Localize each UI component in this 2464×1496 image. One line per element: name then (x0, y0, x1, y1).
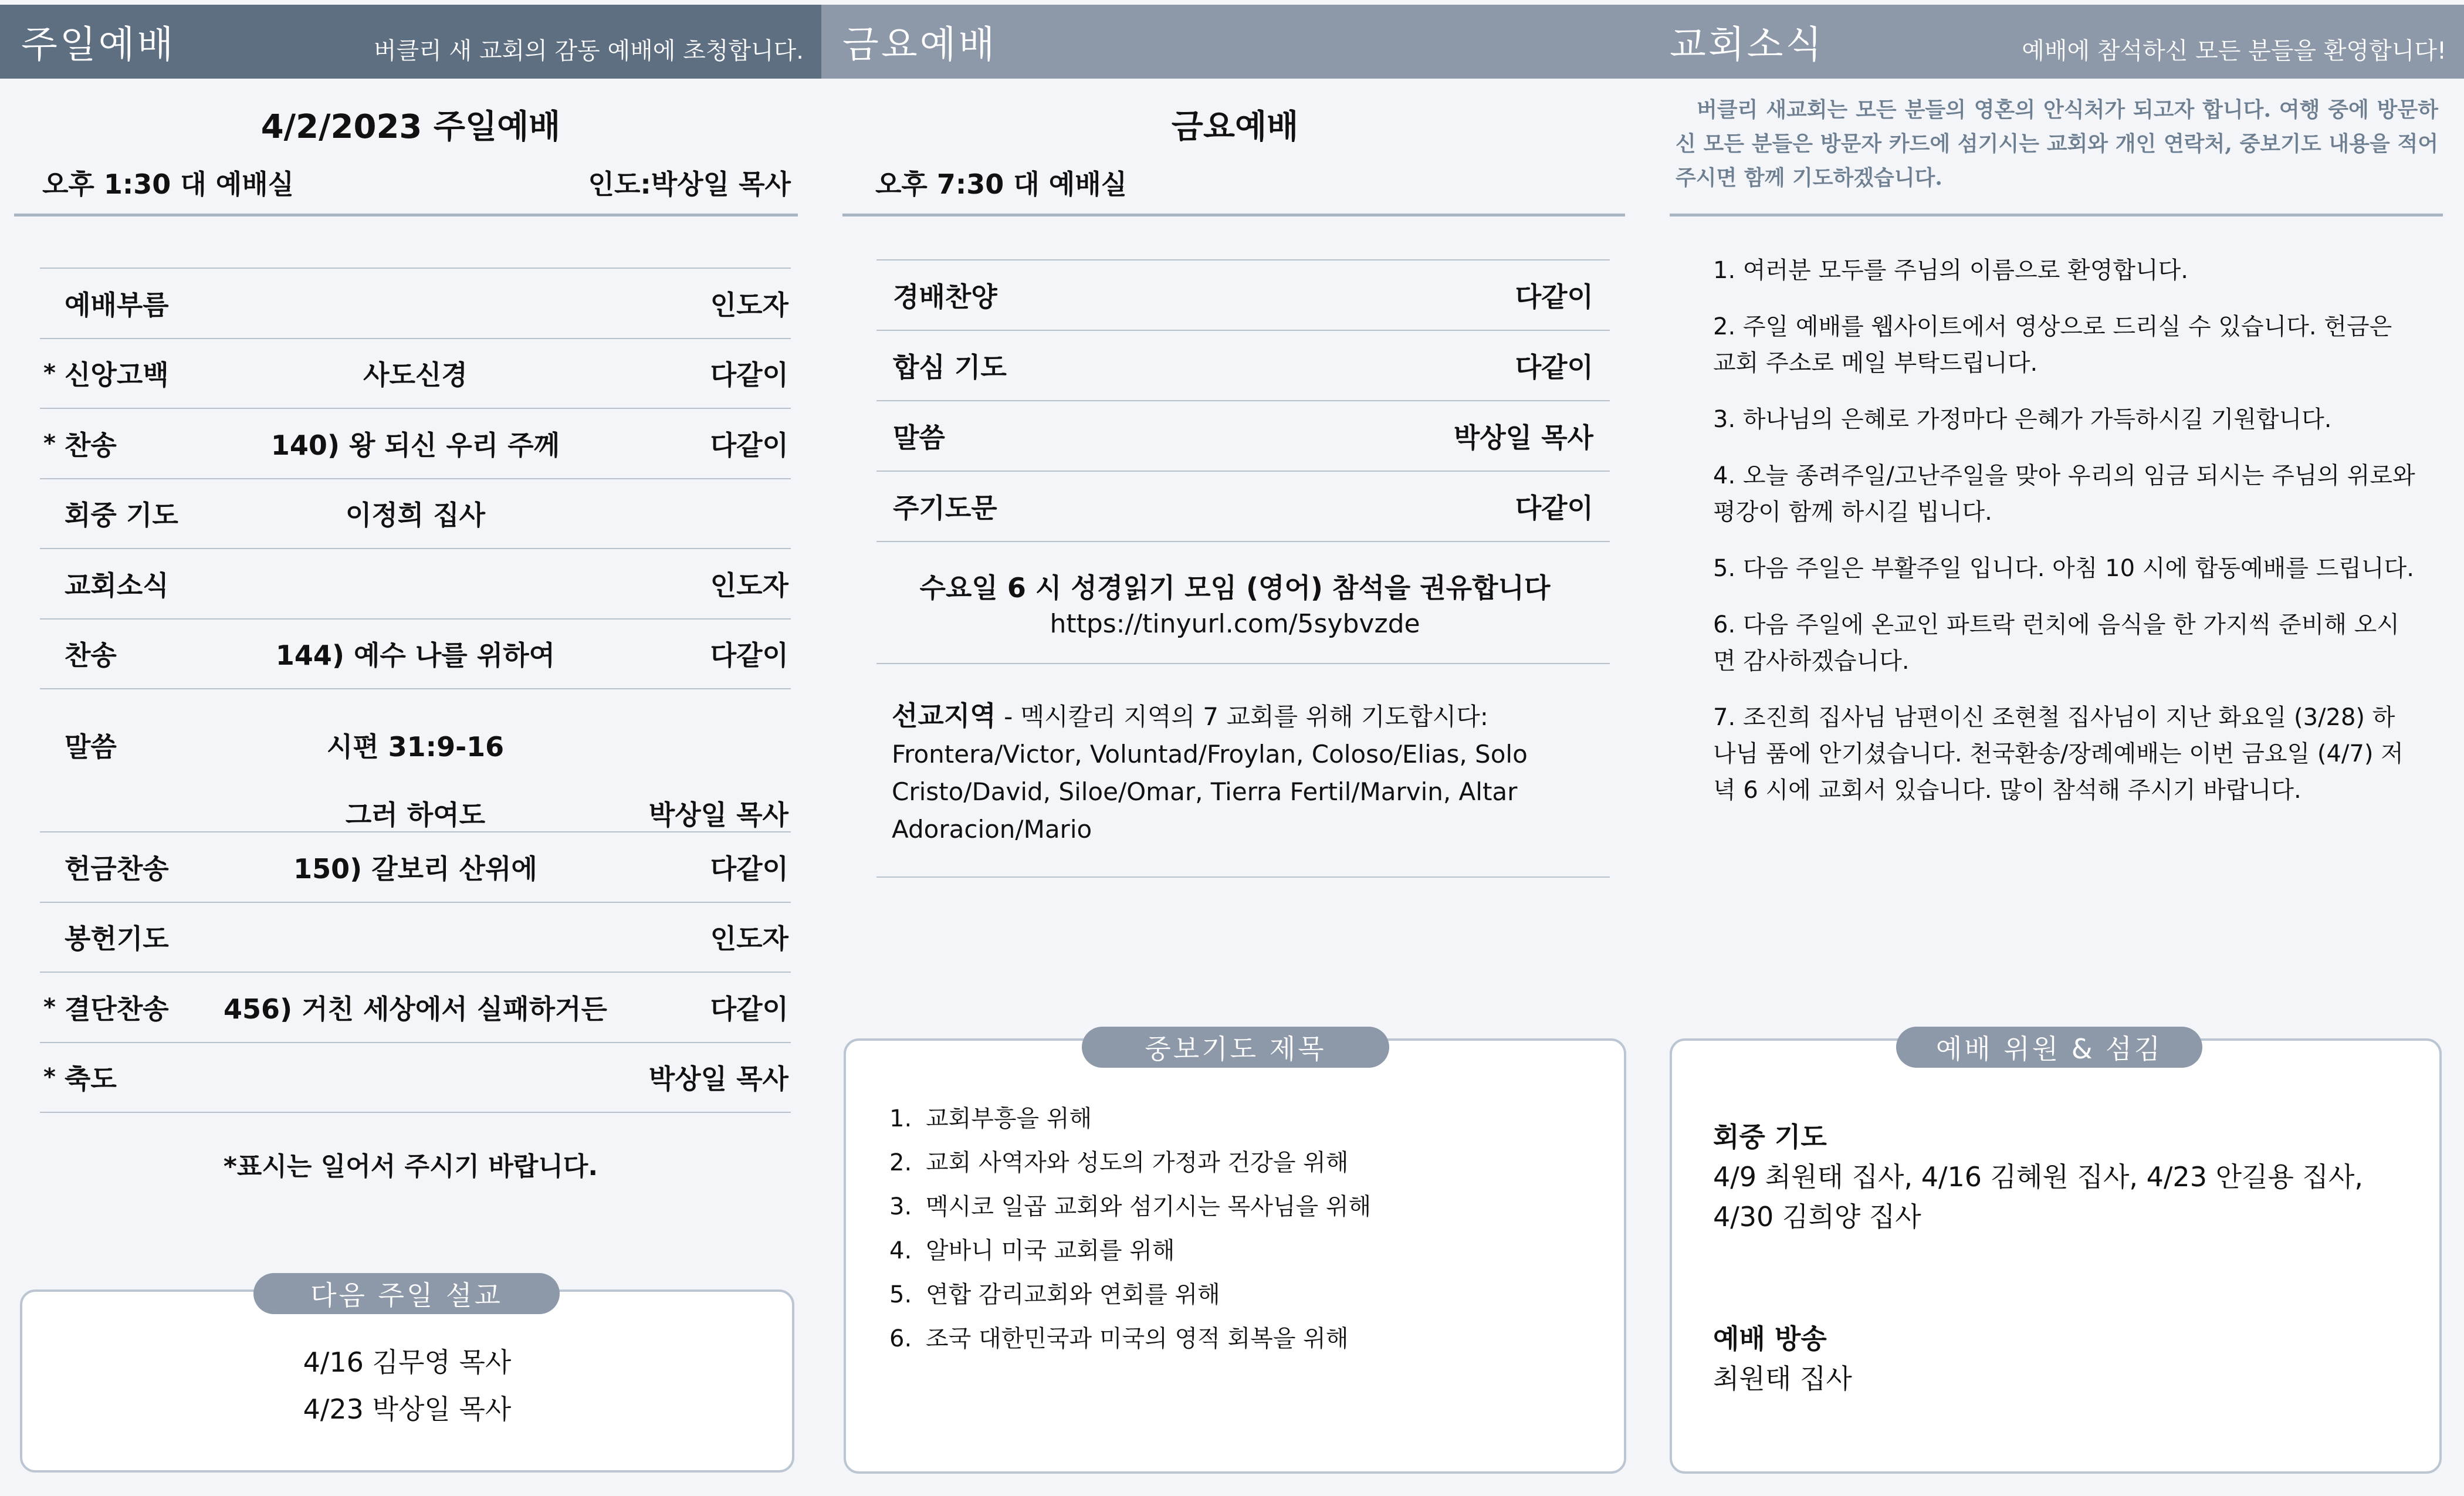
friday-order-row (876, 260, 1610, 331)
order-content: 140) 왕 되신 우리 주께 (270, 429, 560, 461)
news-header (1649, 5, 2464, 79)
order-label: 경배찬양 (893, 281, 997, 313)
prayer-list (889, 1097, 1371, 1361)
news-item: 1. 여러분 모두를 주님의 이름으로 환영합니다. (1713, 257, 2188, 284)
friday-time-place: 오후 7:30 대 예배실 (875, 168, 1128, 200)
sunday-column (0, 0, 821, 1496)
order-leader: 다같이 (1515, 351, 1593, 383)
order-row (40, 903, 791, 973)
order-row (40, 1043, 791, 1113)
sunday-subheader (42, 163, 791, 202)
order-leader: 다같이 (1515, 492, 1593, 524)
sunday-time-place: 오후 1:30 대 예배실 (42, 168, 295, 200)
news-header-subtitle: 예배에 참석하신 모든 분들을 환영합니다! (2022, 37, 2446, 65)
order-leader: 다같이 (710, 993, 788, 1025)
news-item: 6. 다음 주일에 온교인 파트락 런치에 음식을 한 가지씩 준비해 오시면 감사하겠습니다. (1713, 611, 2399, 675)
mission-intro: - 멕시칼리 지역의 7 교회를 위해 기도합시다: (996, 702, 1488, 731)
order-label: 말씀 (893, 422, 945, 453)
next-sermon-list (22, 1339, 792, 1433)
order-row (40, 620, 791, 690)
service-box (1670, 1038, 2442, 1474)
order-leader: 다같이 (710, 639, 788, 672)
friday-order-row (876, 401, 1610, 472)
order-row (40, 479, 791, 550)
order-row (40, 269, 791, 339)
friday-order-row (876, 331, 1610, 401)
stand-marker: * (43, 360, 56, 387)
sunday-leader: 인도:박상일 목사 (588, 168, 791, 200)
friday-divider-3 (876, 876, 1610, 878)
order-label: 교회소식 (65, 569, 169, 601)
order-label: 말씀 (65, 731, 117, 763)
mission-churches-line: Frontera/Victor, Voluntad/Froylan, Coloso/Elias, Solo (892, 740, 1528, 769)
prayer-box (844, 1038, 1626, 1474)
prayer-item: 3. 멕시코 일곱 교회와 섬기시는 목사님을 위해 (889, 1193, 1372, 1220)
friday-order-row (876, 472, 1610, 542)
order-row (40, 973, 791, 1043)
mission-churches-line: Adoracion/Mario (892, 815, 1092, 844)
order-label: 신앙고백 (65, 359, 169, 391)
wednesday-link[interactable]: https://tinyurl.com/5sybvzde (1050, 609, 1420, 639)
order-leader: 인도자 (710, 289, 788, 321)
friday-column (821, 0, 1649, 1496)
order-label: 예배부름 (65, 289, 169, 321)
friday-subheader (875, 163, 1127, 202)
mission-churches-line: Cristo/David, Siloe/Omar, Tierra Fertil/Marvin, Altar (892, 777, 1518, 806)
news-divider (1670, 214, 2443, 216)
order-label: 회중 기도 (65, 499, 178, 532)
sunday-order-table (40, 268, 791, 1113)
stand-note: *표시는 일어서 주시기 바랍니다. (223, 1152, 598, 1182)
order-label: 헌금찬송 (65, 852, 169, 885)
prayer-item: 2. 교회 사역자와 성도의 가정과 건강을 위해 (889, 1149, 1349, 1176)
news-header-title: 교회소식 (1670, 23, 1825, 67)
prayer-item: 4. 알바니 미국 교회를 위해 (889, 1237, 1175, 1264)
wednesday-notice: 수요일 6 시 성경읽기 모임 (영어) 참석을 권유합니다 (919, 572, 1551, 604)
order-leader: 다같이 (710, 852, 788, 885)
friday-title: 금요예배 (1171, 108, 1299, 146)
prayer-item: 6. 조국 대한민국과 미국의 영적 회복을 위해 (889, 1325, 1349, 1352)
friday-divider (842, 214, 1625, 216)
order-label: 결단찬송 (65, 993, 169, 1025)
order-content: 사도신경 (363, 359, 468, 391)
order-leader: 인도자 (710, 923, 788, 955)
order-label: 찬송 (65, 639, 117, 672)
service-broadcast (1713, 1319, 2411, 1399)
service-broadcast-text: 최원태 집사 (1713, 1363, 1852, 1395)
news-column (1649, 0, 2464, 1496)
order-label: 축도 (65, 1063, 117, 1095)
order-row (40, 549, 791, 620)
sunday-header-title: 주일예배 (21, 23, 176, 67)
friday-header (821, 5, 1649, 79)
order-leader: 박상일 목사 (1453, 422, 1593, 453)
order-leader: 박상일 목사 (648, 799, 788, 831)
sunday-header-subtitle: 버클리 새 교회의 감동 예배에 초청합니다. (373, 37, 804, 65)
news-item: 7. 조진희 집사님 남편이신 조현철 집사님이 지난 화요일 (3/28) 하나님 품에 안기셨습니다. 천국환송/장례예배는 이번 금요일 (4/7) 저녁 6 시에 교회서 있습니다. 많이 참석해 주시기 바랍니다. (1713, 704, 2404, 804)
order-content: 150) 갈보리 산위에 (293, 852, 537, 885)
friday-divider-2 (876, 663, 1610, 664)
order-leader: 박상일 목사 (648, 1063, 788, 1095)
next-sermon-box (20, 1289, 794, 1473)
order-content: 144) 예수 나를 위하여 (275, 639, 556, 672)
prayer-title: 중보기도 제목 (1082, 1027, 1389, 1068)
sermon-title: 그러 하여도 (345, 799, 486, 831)
sunday-title: 4/2/2023 주일예배 (260, 108, 561, 146)
stand-marker: * (43, 993, 56, 1021)
news-list (1713, 252, 2417, 828)
news-intro: 버클리 새교회는 모든 분들의 영혼의 안식처가 되고자 합니다. 여행 중에 방문하신 모든 분들은 방문자 카드에 섬기시는 교회와 개인 연락처, 중보기도 내용을 적어 주시면 함께 기도하겠습니다. (1676, 97, 2438, 190)
next-sermon-title: 다음 주일 설교 (253, 1273, 560, 1314)
order-row (40, 339, 791, 409)
order-content: 이정희 집사 (345, 499, 486, 532)
sermon-scripture: 시편 31:9-16 (326, 731, 505, 763)
prayer-item: 1. 교회부흥을 위해 (889, 1105, 1092, 1132)
friday-order-table (876, 259, 1610, 542)
mission-section (892, 697, 1596, 848)
service-broadcast-heading: 예배 방송 (1713, 1323, 1827, 1355)
mission-label: 선교지역 (892, 700, 996, 732)
service-title: 예배 위원 & 섬김 (1896, 1027, 2202, 1068)
news-item: 5. 다음 주일은 부활주일 입니다. 아침 10 시에 합동예배를 드립니다. (1713, 555, 2414, 582)
sunday-header (0, 5, 821, 79)
order-content: 456) 거친 세상에서 실패하거든 (224, 993, 607, 1025)
news-item: 2. 주일 예배를 웹사이트에서 영상으로 드리실 수 있습니다. 헌금은 교회 주소로 메일 부탁드립니다. (1713, 313, 2392, 377)
order-leader: 인도자 (710, 569, 788, 601)
order-label: 주기도문 (893, 492, 997, 524)
order-label: 찬송 (65, 429, 117, 461)
order-leader: 다같이 (710, 359, 788, 391)
order-row (40, 409, 791, 479)
news-item: 4. 오늘 종려주일/고난주일을 맞아 우리의 임금 되시는 주님의 위로와 평강이 함께 하시길 빕니다. (1713, 462, 2415, 526)
order-label: 합심 기도 (893, 351, 1007, 383)
stand-marker: * (43, 429, 56, 457)
order-leader: 다같이 (710, 429, 788, 461)
next-sermon-item: 4/23 박상일 목사 (303, 1393, 512, 1425)
service-prayer-text: 4/9 최원태 집사, 4/16 김혜원 집사, 4/23 안길용 집사, 4/30 김희양 집사 (1713, 1161, 2364, 1233)
news-item: 3. 하나님의 은혜로 가정마다 은혜가 가득하시길 기원합니다. (1713, 406, 2332, 433)
order-label: 봉헌기도 (65, 923, 169, 955)
order-row-sermon (40, 689, 791, 832)
service-prayer-heading: 회중 기도 (1713, 1121, 1827, 1153)
friday-header-title: 금요예배 (842, 23, 997, 67)
sunday-divider (14, 214, 798, 216)
stand-marker: * (43, 1064, 56, 1091)
prayer-item: 5. 연합 감리교회와 연회를 위해 (889, 1281, 1220, 1308)
next-sermon-item: 4/16 김무영 목사 (303, 1346, 512, 1378)
service-prayer (1713, 1117, 2411, 1237)
order-leader: 다같이 (1515, 281, 1593, 313)
order-row (40, 832, 791, 903)
